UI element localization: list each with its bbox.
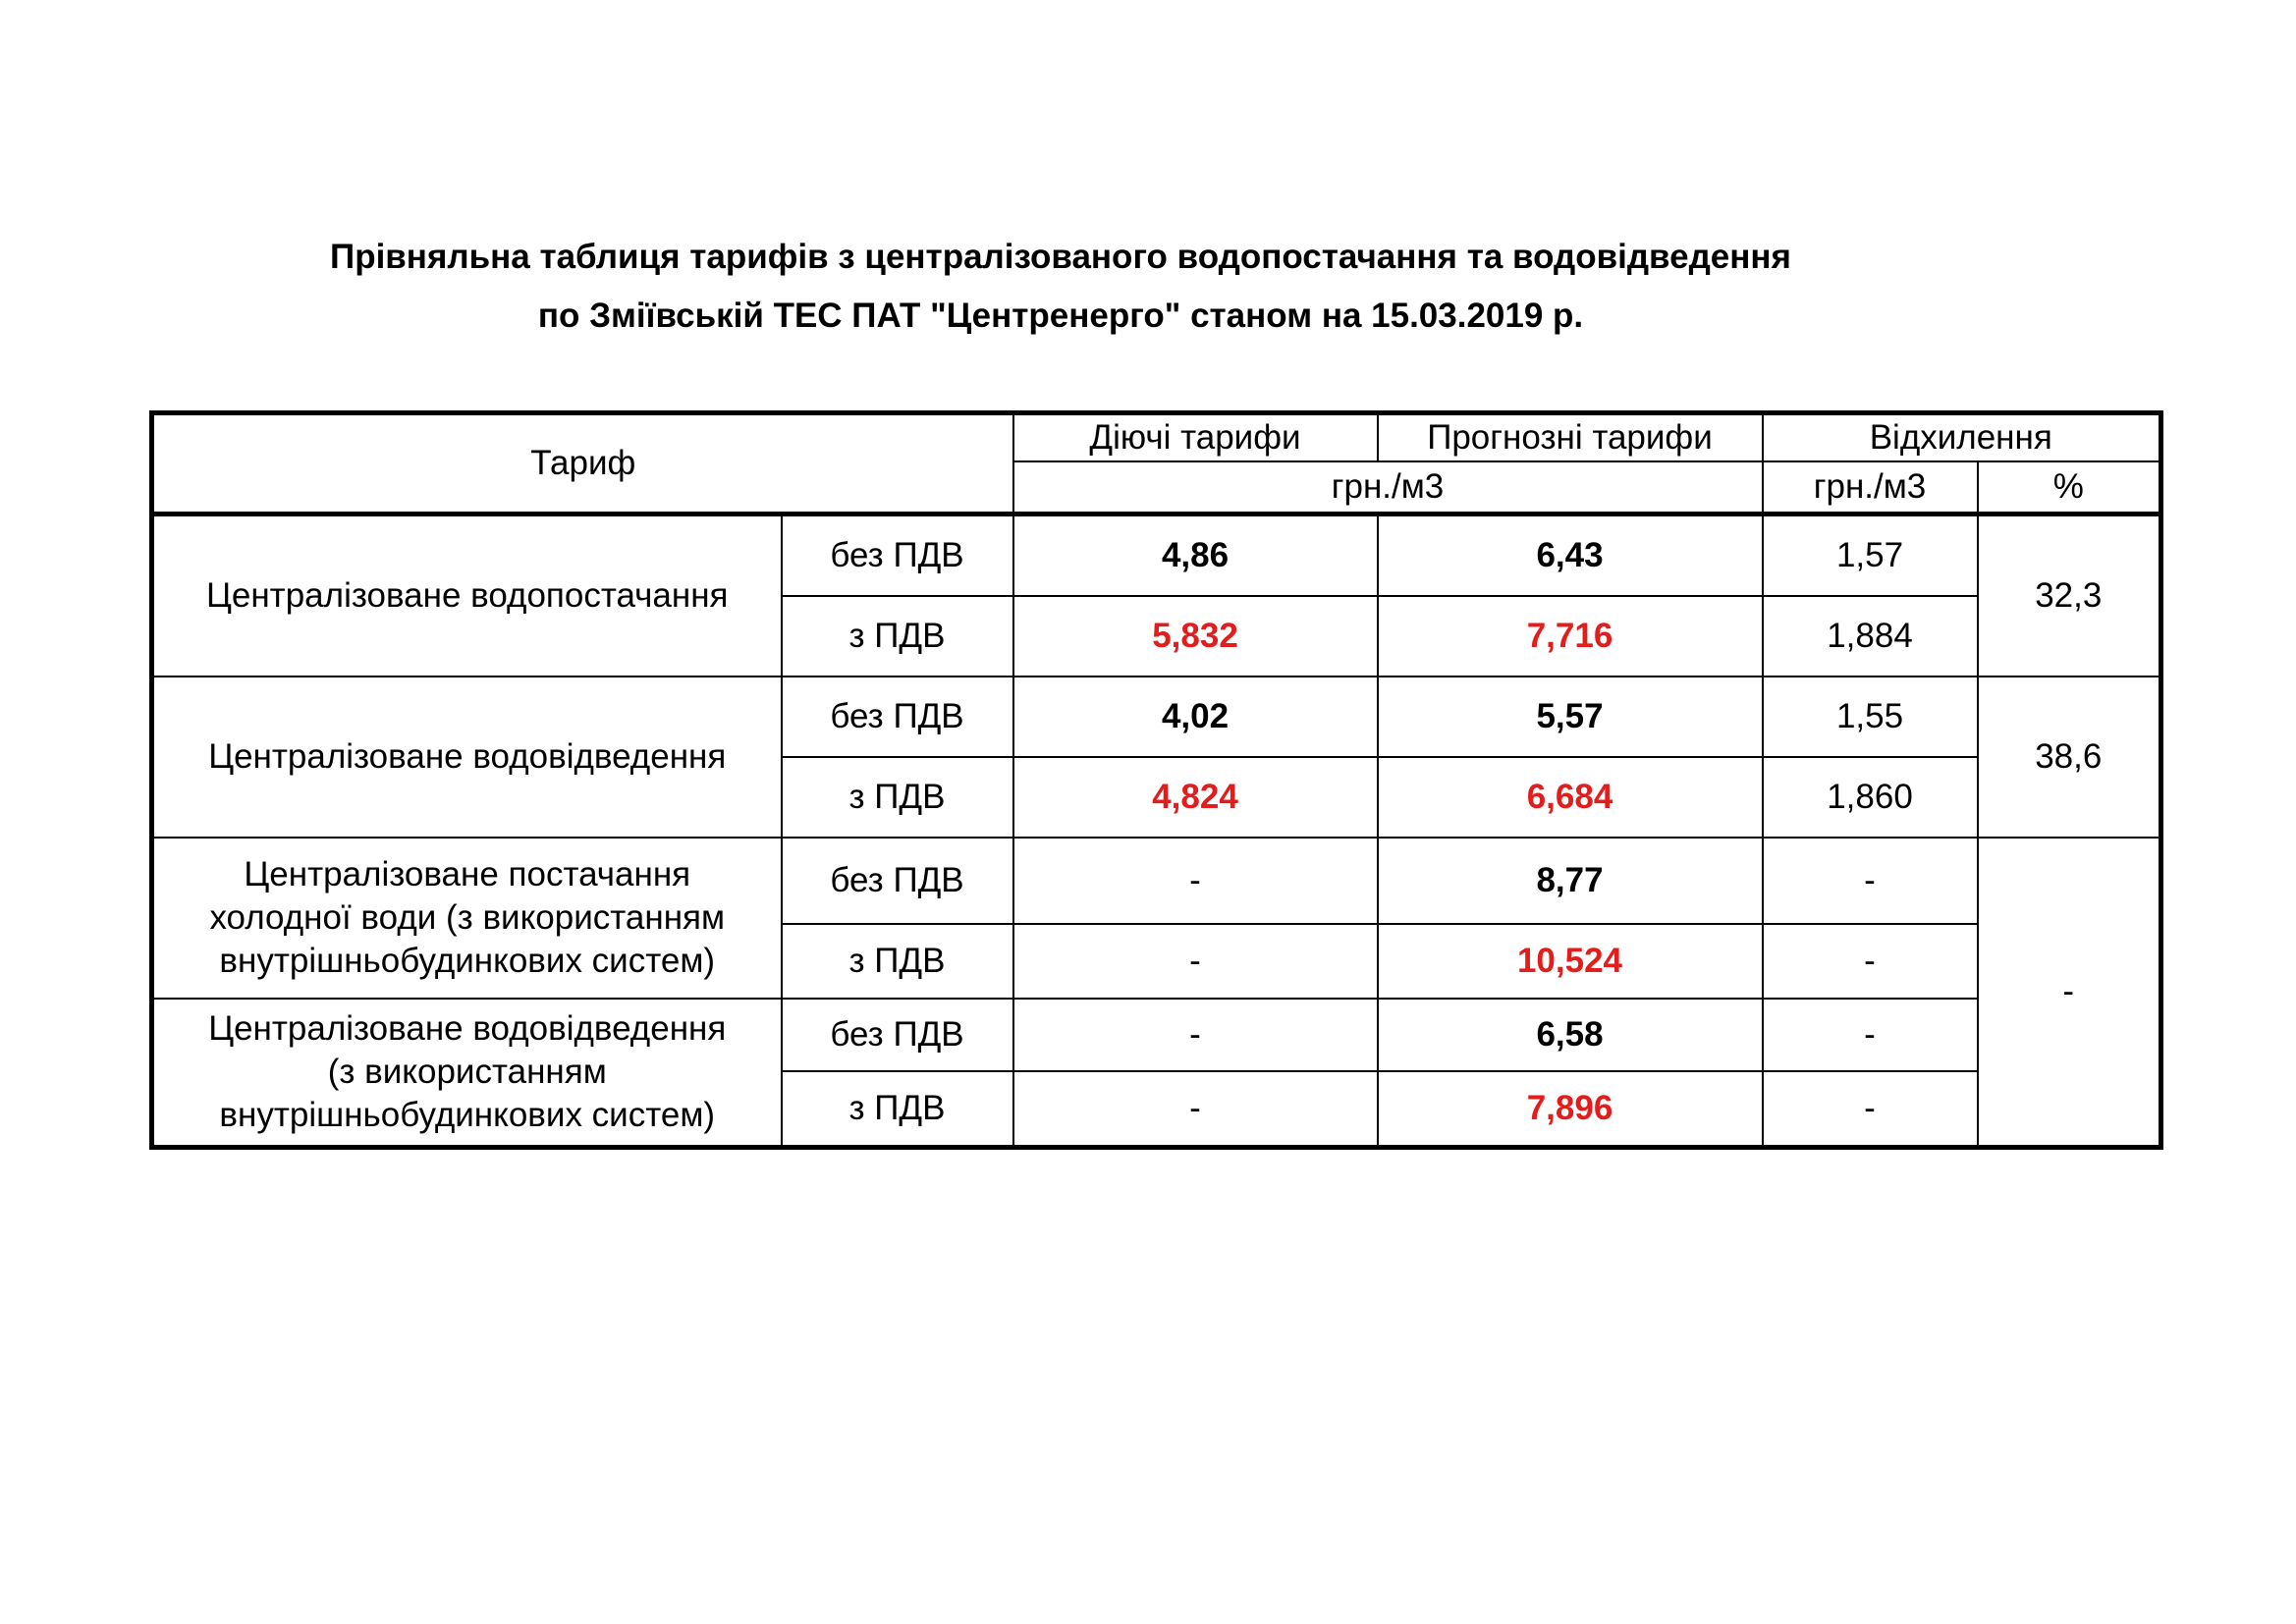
forecast-value: 8,77 — [1378, 838, 1763, 924]
service-name-line: внутрішньобудинкових систем) — [219, 1096, 716, 1134]
vat-label: без ПДВ — [782, 514, 1013, 597]
current-value-vat: 5,832 — [1013, 596, 1378, 677]
forecast-value-vat: 7,716 — [1378, 596, 1763, 677]
service-name-line: Централізоване постачання — [244, 855, 691, 893]
header-row — [152, 413, 2161, 462]
deviation-percent: - — [1978, 838, 2161, 1148]
vat-label: без ПДВ — [782, 999, 1013, 1071]
table-row — [152, 677, 2161, 757]
service-name-line: внутрішньобудинкових систем) — [219, 942, 716, 980]
header-current-tariffs: Діючі тарифи — [1013, 413, 1378, 462]
current-value-vat: 4,824 — [1013, 757, 1378, 838]
service-name-line: Централізоване водовідведення — [208, 1009, 727, 1048]
vat-label: без ПДВ — [782, 677, 1013, 757]
document-subtitle: по Зміївській ТЕС ПАТ "Центренерго" станом на 15.03.2019 р. — [537, 297, 1584, 335]
table-row — [152, 514, 2161, 597]
forecast-value-vat: 10,524 — [1378, 924, 1763, 999]
deviation-value: - — [1763, 1071, 1978, 1148]
deviation-percent: 32,3 — [1978, 514, 2161, 677]
forecast-value-vat: 7,896 — [1378, 1071, 1763, 1148]
header-deviation: Відхилення — [1763, 413, 2161, 462]
header-unit-rates: грн./м3 — [1013, 461, 1763, 514]
deviation-value: 1,884 — [1763, 596, 1978, 677]
document-title: Прівняльна таблиця тарифів з централізованого водопостачання та водовідведення — [330, 238, 1791, 276]
deviation-value: - — [1763, 999, 1978, 1071]
service-name: Централізоване водопостачання — [152, 514, 782, 677]
service-name: Централізоване водовідведення — [152, 677, 782, 838]
forecast-value-vat: 6,684 — [1378, 757, 1763, 838]
forecast-value: 6,58 — [1378, 999, 1763, 1071]
table-row — [152, 838, 2161, 924]
service-name — [152, 999, 782, 1148]
deviation-value: 1,860 — [1763, 757, 1978, 838]
header-unit-deviation: грн./м3 — [1763, 461, 1978, 514]
current-value-vat: - — [1013, 1071, 1378, 1148]
deviation-value: 1,57 — [1763, 514, 1978, 597]
current-value: 4,86 — [1013, 514, 1378, 597]
vat-label: з ПДВ — [782, 924, 1013, 999]
current-value: - — [1013, 838, 1378, 924]
service-name — [152, 838, 782, 999]
service-name-line: холодної води (з використанням — [209, 898, 726, 937]
deviation-value: 1,55 — [1763, 677, 1978, 757]
tariff-comparison-table — [149, 410, 2163, 1150]
forecast-value: 6,43 — [1378, 514, 1763, 597]
deviation-value: - — [1763, 838, 1978, 924]
header-unit-percent: % — [1978, 461, 2161, 514]
forecast-value: 5,57 — [1378, 677, 1763, 757]
deviation-percent: 38,6 — [1978, 677, 2161, 838]
service-name-line: (з використанням — [327, 1053, 607, 1091]
current-value-vat: - — [1013, 924, 1378, 999]
vat-label: з ПДВ — [782, 596, 1013, 677]
current-value: 4,02 — [1013, 677, 1378, 757]
vat-label: без ПДВ — [782, 838, 1013, 924]
current-value: - — [1013, 999, 1378, 1071]
header-tariff: Тариф — [152, 413, 1013, 514]
vat-label: з ПДВ — [782, 1071, 1013, 1148]
vat-label: з ПДВ — [782, 757, 1013, 838]
table-row — [152, 999, 2161, 1071]
deviation-value: - — [1763, 924, 1978, 999]
header-forecast-tariffs: Прогнозні тарифи — [1378, 413, 1763, 462]
